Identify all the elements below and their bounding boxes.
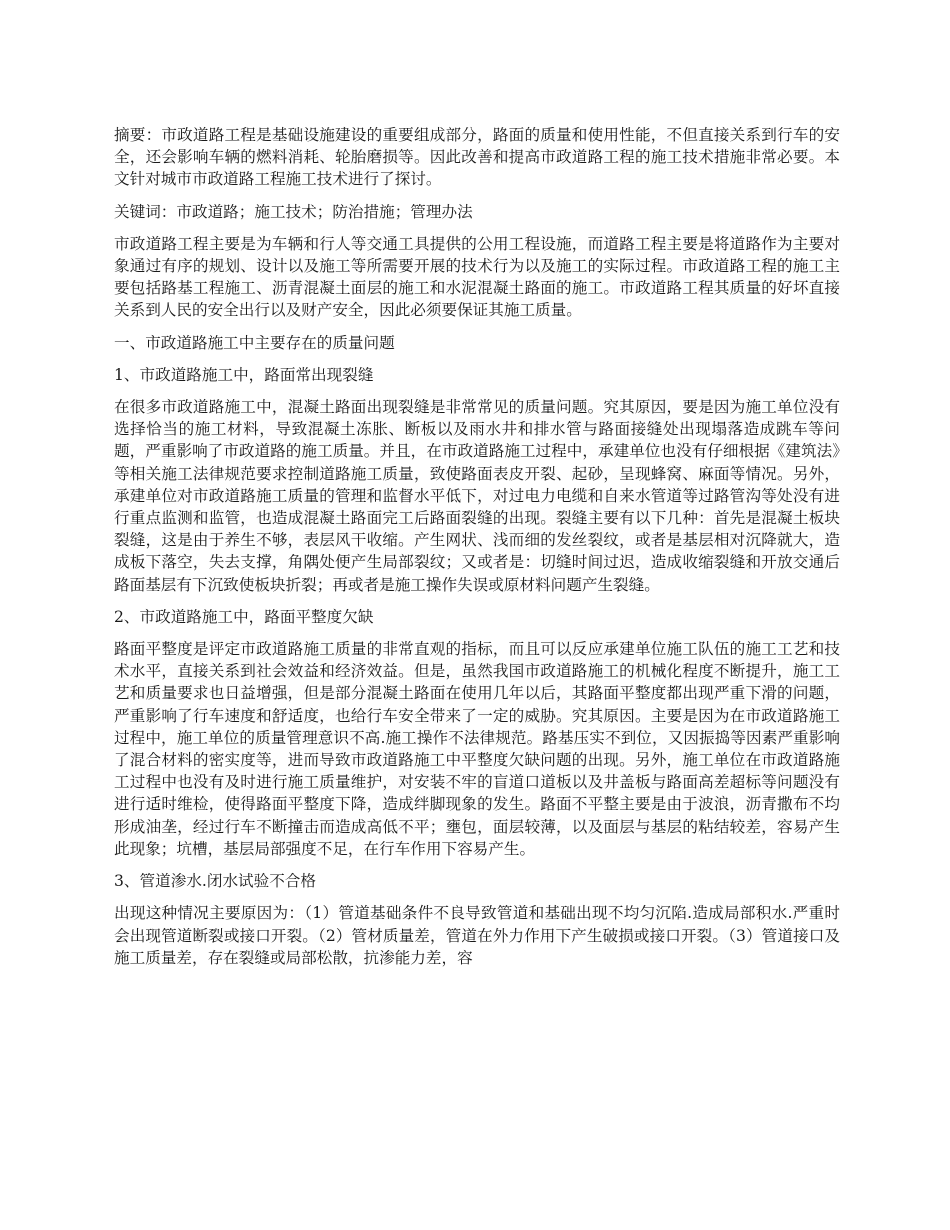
- subsection-heading-1: 1、市政道路施工中，路面常出现裂缝: [114, 365, 374, 384]
- abstract-paragraph: 摘要：市政道路工程是基础设施建设的重要组成部分，路面的质量和使用性能，不但直接关系到行车的安全，还会影响车辆的燃料消耗、轮胎磨损等。因此改善和提高市政道路工程的施工技术措施非常必要。本文针对城市市政道路工程施工技术进行了探讨。: [114, 126, 840, 189]
- document-page: [114, 124, 840, 979]
- keywords-line: 关键词：市政道路；施工技术；防治措施；管理办法: [114, 202, 473, 221]
- subsection-body-3: 出现这种情况主要原因为：（1）管道基础条件不良导致管道和基础出现不均匀沉陷.造成局部积水.严重时会出现管道断裂或接口开裂。（2）管材质量差，管道在外力作用下产生破损或接口开裂。（3）管道接口及施工质量差，存在裂缝或局部松散，抗渗能力差，容: [114, 904, 840, 967]
- intro-paragraph: 市政道路工程主要是为车辆和行人等交通工具提供的公用工程设施，而道路工程主要是将道路作为主要对象通过有序的规划、设计以及施工等所需要开展的技术行为以及施工的实际过程。市政道路工程的施工主要包括路基工程施工、沥青混凝土面层的施工和水泥混凝土路面的施工。市政道路工程其质量的好坏直接关系到人民的安全出行以及财产安全，因此必须要保证其施工质量。: [114, 234, 840, 320]
- subsection-body-2: 路面平整度是评定市政道路施工质量的非常直观的指标，而且可以反应承建单位施工队伍的施工工艺和技术水平，直接关系到社会效益和经济效益。但是，虽然我国市政道路施工的机械化程度不断提升，施工工艺和质量要求也日益增强，但是部分混凝土路面在使用几年以后，其路面平整度都出现严重下滑的问题，严重影响了行车速度和舒适度，也给行车安全带来了一定的威胁。究其原因。主要是因为在市政道路施工过程中，施工单位的质量管理意识不高.施工操作不法律规范。路基压实不到位，又因振捣等因素严重影响了混合材料的密实度等，进而导致市政道路施工中平整度欠缺问题的出现。另外，施工单位在市政道路施工过程中也没有及时进行施工质量维护，对安装不牢的盲道口道板以及井盖板与路面高差超标等问题没有进行适时维检，使得路面平整度下降，造成绊脚现象的发生。路面不平整主要是由于波浪，沥青撒布不均形成油垄，经过行车不断撞击而造成高低不平；壅包，面层较薄，以及面层与基层的粘结较差，容易产生此现象；坑槽，基层局部强度不足，在行车作用下容易产生。: [114, 640, 840, 858]
- subsection-heading-2: 2、市政道路施工中，路面平整度欠缺: [114, 607, 374, 626]
- subsection-heading-3: 3、管道渗水.闭水试验不合格: [114, 872, 317, 891]
- subsection-body-1: 在很多市政道路施工中，混凝土路面出现裂缝是非常常见的质量问题。究其原因，要是因为施工单位没有选择恰当的施工材料，导致混凝土冻胀、断板以及雨水井和排水管与路面接缝处出现塌落造成跳车等问题，严重影响了市政道路的施工质量。并且，在市政道路施工过程中，承建单位也没有仔细根据《建筑法》等相关施工法律规范要求控制道路施工质量，致使路面表皮开裂、起砂，呈现蜂窝、麻面等情况。另外，承建单位对市政道路施工质量的管理和监督水平低下，对过电力电缆和自来水管道等过路管沟等处没有进行重点监测和监管，也造成混凝土路面完工后路面裂缝的出现。裂缝主要有以下几种：首先是混凝土板块裂缝，这是由于养生不够，表层风干收缩。产生网状、浅而细的发丝裂纹，或者是基层相对沉降就大，造成板下落空，失去支撑，角隅处便产生局部裂纹；又或者是：切缝时间过迟，造成收缩裂缝和开放交通后路面基层有下沉致使板块折裂；再或者是施工操作失误或原材料问题产生裂缝。: [114, 398, 840, 594]
- section-heading-1: 一、市政道路施工中主要存在的质量问题: [114, 333, 395, 352]
